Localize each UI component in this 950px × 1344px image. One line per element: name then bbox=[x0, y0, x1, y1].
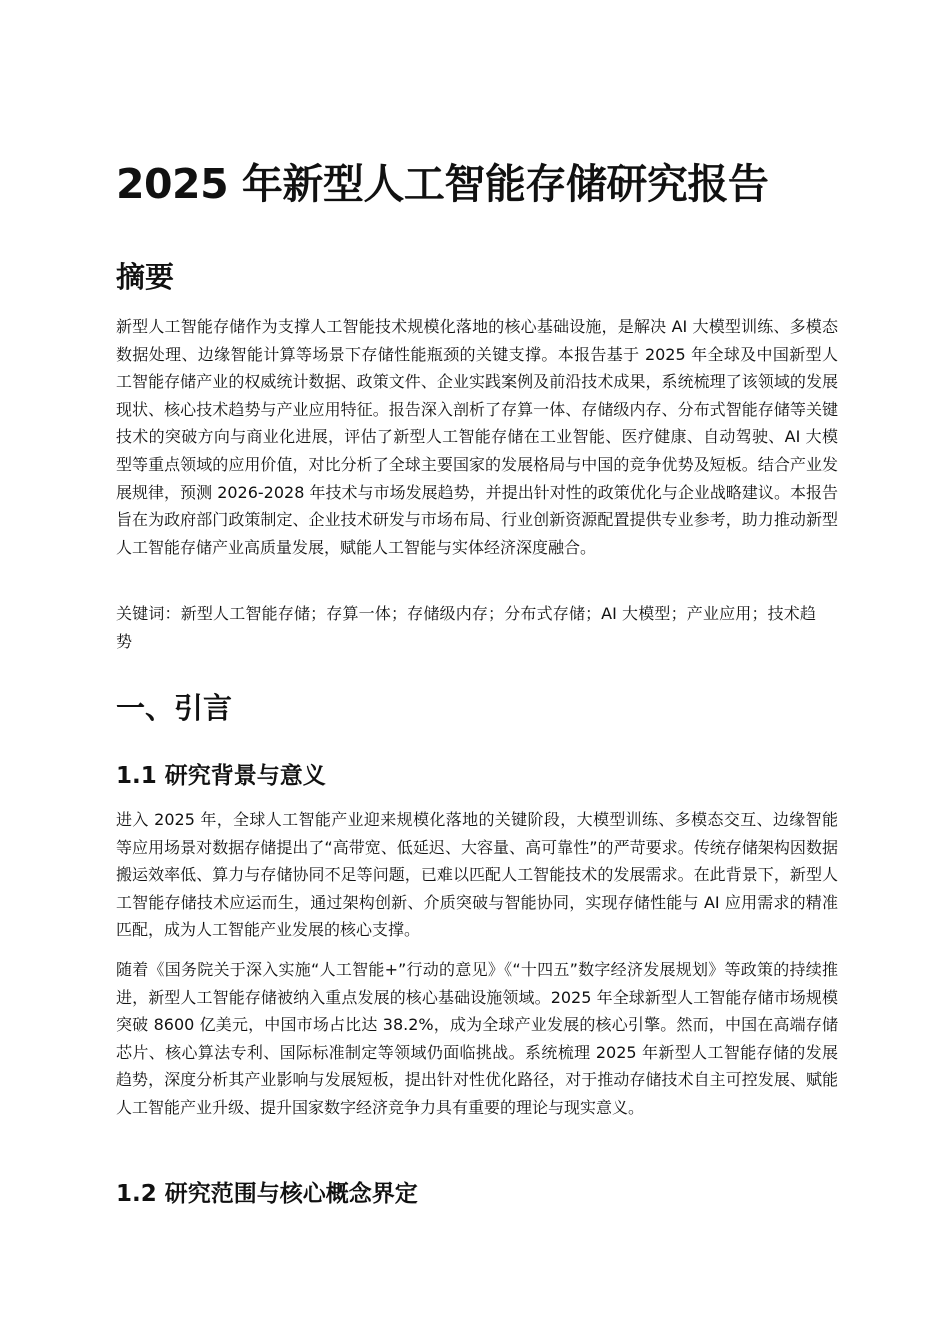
abstract-paragraph: 新型人工智能存储作为支撑人工智能技术规模化落地的核心基础设施，是解决 AI 大模型训练、多模态数据处理、边缘智能计算等场景下存储性能瓶颈的关键支撑。本报告基于 2025 年全球及中国新型人工智能存储产业的权威统计数据、政策文件、企业实践案例及前沿技术成果，系统梳理了该领域的发展现状、核心技术趋势与产业应用特征。报告深入剖析了存算一体、存储级内存、分布式智能存储等关键技术的突破方向与商业化进展，评估了新型人工智能存储在工业智能、医疗健康、自动驾驶、AI 大模型等重点领域的应用价值，对比分析了全球主要国家的发展格局与中国的竞争优势及短板。结合产业发展规律，预测 2026-2028 年技术与市场发展趋势，并提出针对性的政策优化与企业战略建议。本报告旨在为政府部门政策制定、企业技术研发与市场布局、行业创新资源配置提供专业参考，助力推动新型人工智能存储产业高质量发展，赋能人工智能与实体经济深度融合。 bbox=[116, 317, 838, 557]
keywords-paragraph: 关键词：新型人工智能存储；存算一体；存储级内存；分布式存储；AI 大模型；产业应用；技术趋势 bbox=[116, 604, 816, 651]
abstract-heading: 摘要 bbox=[116, 260, 175, 294]
section-1-heading: 一、引言 bbox=[116, 691, 233, 725]
subsection-1-1-paragraph-2: 随着《国务院关于深入实施“人工智能+”行动的意见》《“十四五”数字经济发展规划》等政策的持续推进，新型人工智能存储被纳入重点发展的核心基础设施领域。2025 年全球新型人工智能存储市场规模突破 8600 亿美元，中国市场占比达 38.2%，成为全球产业发展的核心引擎。然而，中国在高端存储芯片、核心算法专利、国际标准制定等领域仍面临挑战。系统梳理 2025 年新型人工智能存储的发展趋势，深度分析其产业影响与发展短板，提出针对性优化路径，对于推动存储技术自主可控发展、赋能人工智能产业升级、提升国家数字经济竞争力具有重要的理论与现实意义。 bbox=[116, 960, 838, 1117]
subsection-1-1-heading: 1.1 研究背景与意义 bbox=[116, 763, 326, 789]
subsection-1-2-heading: 1.2 研究范围与核心概念界定 bbox=[116, 1181, 418, 1207]
subsection-1-1-paragraph-1: 进入 2025 年，全球人工智能产业迎来规模化落地的关键阶段，大模型训练、多模态交互、边缘智能等应用场景对数据存储提出了“高带宽、低延迟、大容量、高可靠性”的严苛要求。传统存储架构因数据搬运效率低、算力与存储协同不足等问题，已难以匹配人工智能技术的发展需求。在此背景下，新型人工智能存储技术应运而生，通过架构创新、介质突破与智能协同，实现存储性能与 AI 应用需求的精准匹配，成为人工智能产业发展的核心支撑。 bbox=[116, 810, 838, 940]
document-title: 2025 年新型人工智能存储研究报告 bbox=[116, 160, 769, 208]
